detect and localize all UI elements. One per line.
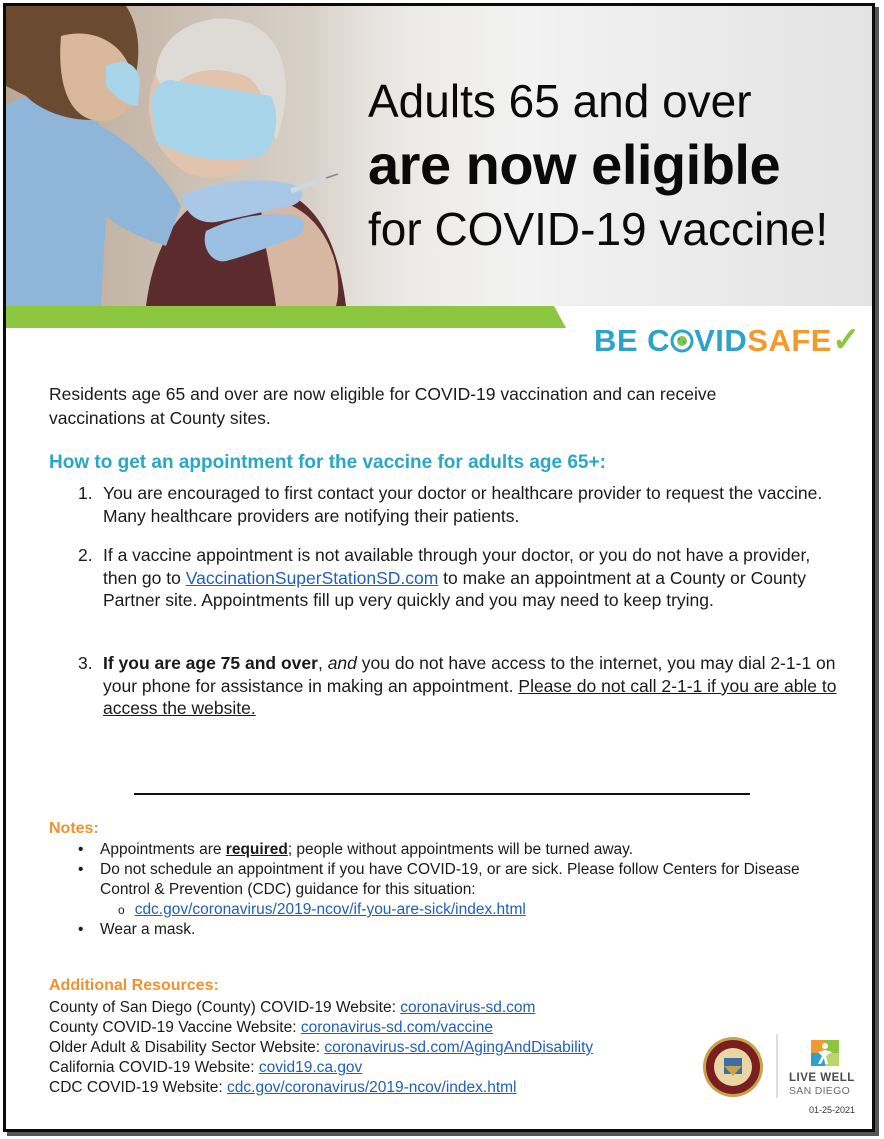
note-text-pre: Appointments are [100, 841, 226, 858]
vaccination-superstation-link[interactable]: VaccinationSuperStationSD.com [185, 567, 439, 588]
hero-banner [6, 6, 872, 306]
headline-line-2: are now eligible [368, 133, 781, 196]
resources-heading: Additional Resources: [49, 977, 219, 994]
live-well-text: LIVE WELL [789, 1072, 855, 1084]
resource-row [49, 1079, 517, 1097]
resource-row [49, 1059, 362, 1077]
resource-label: County COVID-19 Vaccine Website: [49, 1019, 301, 1036]
note-item-2 [78, 860, 818, 900]
resource-row [49, 1039, 593, 1057]
item-text [103, 652, 838, 720]
note-item-3 [78, 920, 818, 940]
live-well-icon [811, 1040, 839, 1066]
resource-row [49, 999, 535, 1017]
check-icon: ✓ [831, 321, 861, 359]
note-text-required: required [225, 841, 288, 858]
resource-link[interactable]: cdc.gov/coronavirus/2019-ncov/index.html [227, 1079, 517, 1096]
badge-text-safe: SAFE [747, 323, 832, 358]
item-text-post: to make an appointment at a County or County Partner site. Appointments fill up very quickly and you may need to keep trying. [103, 567, 807, 610]
howto-item-2 [78, 544, 838, 612]
note-sub-item [118, 901, 526, 919]
item-text-mid: you do not have access to the internet, you may dial 2-1-1 on your phone for assistance in making an appointment. [103, 653, 836, 696]
intro-paragraph: Residents age 65 and over are now eligible for COVID-19 vaccination and can receive vaccinations at County sites. [49, 384, 717, 428]
resource-label: CDC COVID-19 Website: [49, 1079, 228, 1096]
sub-bullet-icon: o [118, 903, 125, 917]
howto-heading: How to get an appointment for the vaccine for adults age 65+: [49, 452, 606, 473]
headline-line-3: for COVID-19 vaccine! [368, 203, 829, 255]
howto-item-1 [78, 482, 838, 527]
item-text-underline: Please do not call 2-1-1 if you are able to access the website. [103, 675, 837, 718]
resource-link[interactable]: covid19.ca.gov [258, 1059, 363, 1076]
resource-label: California COVID-19 Website: [49, 1059, 259, 1076]
note-item-1 [78, 840, 818, 860]
item-text-comma: , [317, 653, 328, 673]
howto-item-3 [78, 652, 838, 720]
bullet-icon: • [78, 841, 84, 858]
resource-link[interactable]: coronavirus-sd.com/AgingAndDisability [324, 1039, 594, 1056]
notes-heading: Notes: [49, 820, 99, 837]
item-text-italic: and [327, 653, 357, 673]
note-text [100, 840, 818, 860]
bullet-icon: • [78, 921, 84, 938]
resource-row [49, 1019, 493, 1037]
badge-text-vid: VID [694, 323, 748, 358]
bullet-icon: • [78, 861, 84, 878]
cdc-if-sick-link[interactable]: cdc.gov/coronavirus/2019-ncov/if-you-are-sick/index.html [134, 901, 526, 918]
item-text-bold: If you are age 75 and over [103, 653, 318, 673]
item-number: 2. [78, 545, 93, 565]
item-number: 3. [78, 653, 93, 673]
item-text-pre: If a vaccine appointment is not available through your doctor, or you do not have a provider, then go to [103, 545, 811, 588]
note-text: Do not schedule an appointment if you have COVID-19, or are sick. Please follow Centers for Disease Control & Prevention (CDC) guidance for this situation: [100, 861, 800, 898]
badge-text-be: BE C [594, 323, 671, 358]
note-text-post: ; people without appointments will be turned away. [287, 841, 634, 858]
virus-icon [669, 328, 695, 354]
item-text [103, 544, 838, 612]
resource-link[interactable]: coronavirus-sd.com [400, 999, 536, 1016]
headline-line-1: Adults 65 and over [368, 75, 752, 127]
resource-label: Older Adult & Disability Sector Website: [49, 1039, 325, 1056]
item-text: You are encouraged to first contact your doctor or healthcare provider to request the vaccine. Many healthcare providers are notifying their patients. [103, 483, 823, 526]
san-diego-text: SAN DIEGO [789, 1085, 851, 1097]
resource-label: County of San Diego (County) COVID-19 Website: [49, 999, 401, 1016]
section-divider [134, 793, 750, 795]
item-number: 1. [78, 483, 93, 503]
county-seal-icon [703, 1037, 763, 1097]
note-text: Wear a mask. [100, 921, 196, 938]
resource-link[interactable]: coronavirus-sd.com/vaccine [300, 1019, 493, 1036]
document-date: 01-25-2021 [809, 1105, 856, 1115]
be-covidsafe-logo [594, 320, 861, 360]
